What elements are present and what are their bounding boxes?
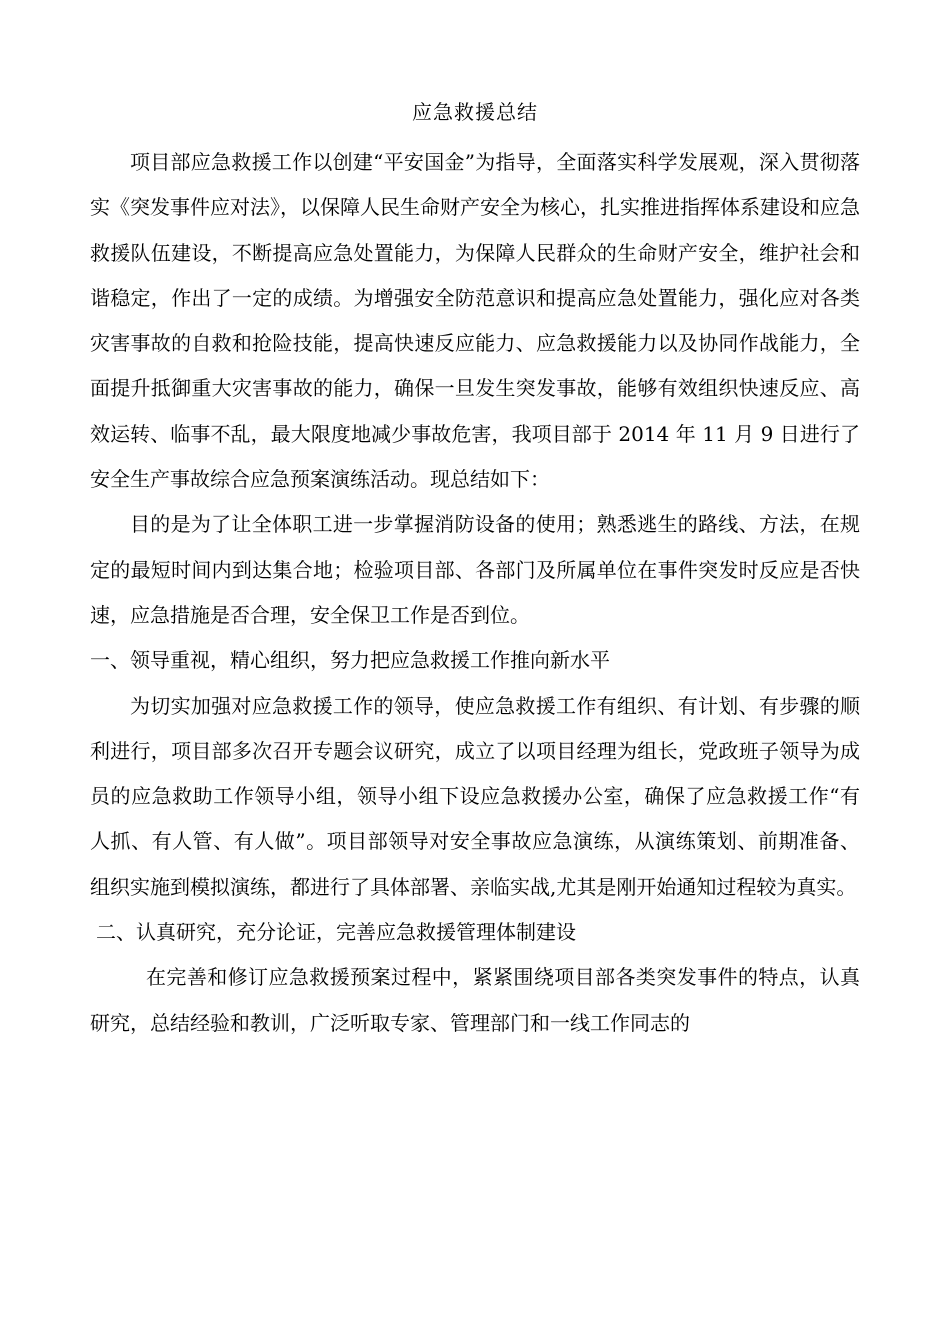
section-1-paragraph: 为切实加强对应急救援工作的领导，使应急救援工作有组织、有计划、有步骤的顺利进行，项目部多次召开专题会议研究，成立了以项目经理为组长，党政班子领导为成员的应急救助工作领导小组，领导小组下设应急救援办公室，确保了应急救援工作“有人抓、有人管、有人做”。项目部领导对安全事故应急演练，从演练策划、前期准备、组织实施到模拟演练，都进行了具体部署、亲临实战,尤其是刚开始通知过程较为真实。 <box>90 693 860 899</box>
document-title: 应急救援总结 <box>412 100 538 124</box>
purpose-paragraph: 目的是为了让全体职工进一步掌握消防设备的使用；熟悉逃生的路线、方法，在规定的最短时间内到达集合地；检验项目部、各部门及所属单位在事件突发时反应是否快速，应急措施是否合理，安全保卫工作是否到位。 <box>90 512 860 627</box>
section-2-paragraph: 在完善和修订应急救援预案过程中，紧紧围绕项目部各类突发事件的特点，认真研究，总结经验和教训，广泛听取专家、管理部门和一线工作同志的 <box>90 965 860 1035</box>
document-body <box>90 140 860 1046</box>
section-1-heading: 一、领导重视，精心组织，努力把应急救援工作推向新水平 <box>90 648 610 673</box>
section-2-heading: 二、认真研究，充分论证，完善应急救援管理体制建设 <box>96 920 576 945</box>
intro-paragraph: 项目部应急救援工作以创建“平安国金”为指导，全面落实科学发展观，深入贯彻落实《突发事件应对法》，以保障人民生命财产安全为核心，扎实推进指挥体系建设和应急救援队伍建设，不断提高应急处置能力，为保障人民群众的生命财产安全，维护社会和谐稳定，作出了一定的成绩。为增强安全防范意识和提高应急处置能力，强化应对各类灾害事故的自救和抢险技能，提高快速反应能力、应急救援能力以及协同作战能力，全面提升抵御重大灾害事故的能力，确保一旦发生突发事故，能够有效组织快速反应、高效运转、临事不乱，最大限度地减少事故危害，我项目部于 2014 年 11 月 9 日进行了安全生产事故综合应急预案演练活动。现总结如下： <box>90 150 860 492</box>
